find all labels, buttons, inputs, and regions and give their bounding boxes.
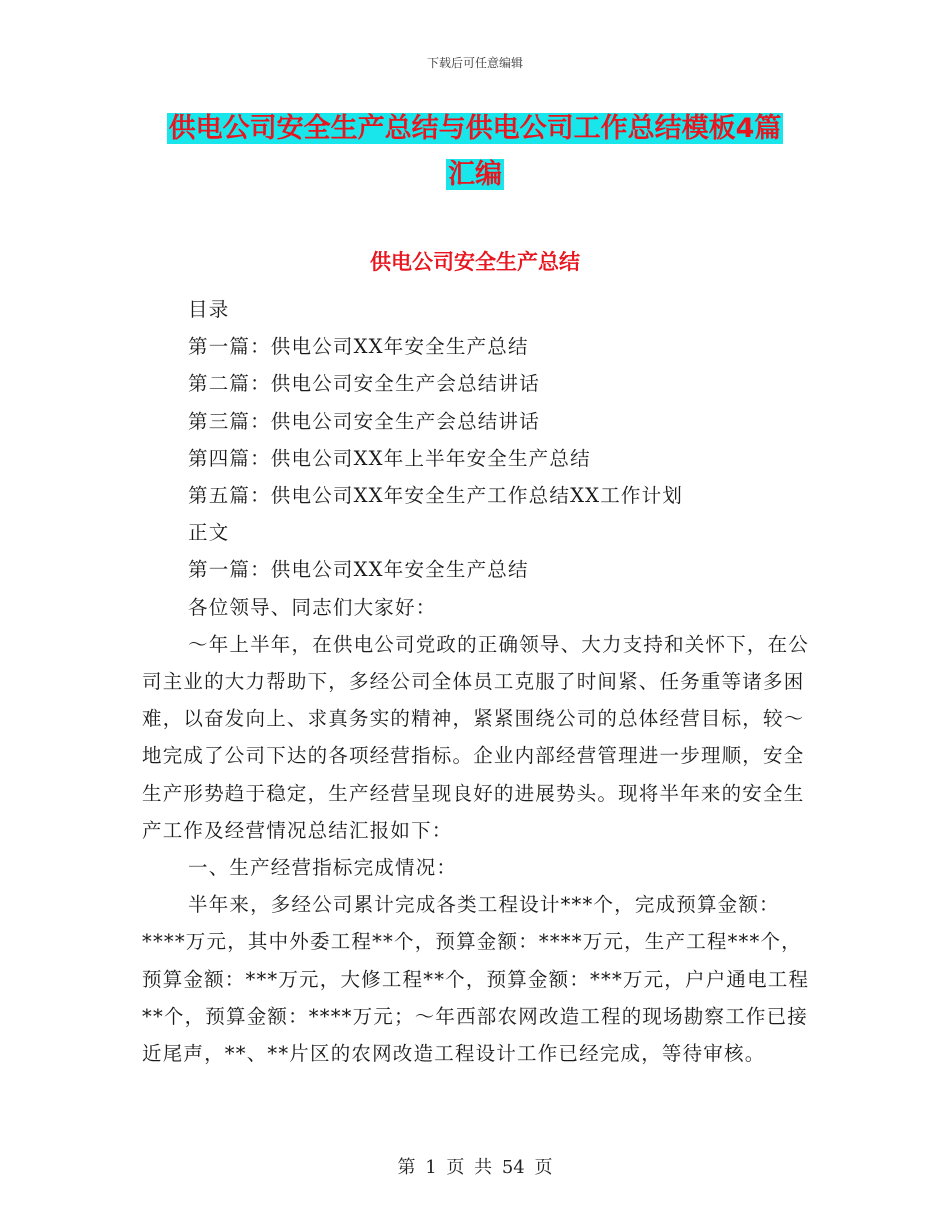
subheading: 一、生产经营指标完成情况： <box>188 856 458 880</box>
document-title-line-2: 汇编 <box>448 159 502 190</box>
toc-item: 第二篇：供电公司安全生产会总结讲话 <box>188 372 540 396</box>
greeting: 各位领导、同志们大家好： <box>188 595 437 619</box>
body-paragraph: ～年上半年，在供电公司党政的正确领导、大力支持和关怀下，在公司主业的大力帮助下，多经公司全体员工克服了时间紧、任务重等诸多困难，以奋发向上、求真务实的精神，紧紧围绕公司的总体经营目标，较～地完成了公司下达的各项经营指标。企业内部经营管理进一步理顺，安全生产形势趋于稳定，生产经营呈现良好的进展势头。现将半年来的安全生产工作及经营情况总结汇报如下： <box>142 632 810 842</box>
toc-item: 第一篇：供电公司XX年安全生产总结 <box>188 335 529 359</box>
toc-item: 第四篇：供电公司XX年上半年安全生产总结 <box>188 446 591 470</box>
document-title-line-1: 供电公司安全生产总结与供电公司工作总结模板4篇 <box>168 113 782 144</box>
document-title <box>0 106 950 198</box>
chapter-title: 第一篇：供电公司XX年安全生产总结 <box>188 558 529 582</box>
toc-heading: 目录 <box>188 298 230 321</box>
body-paragraph: 半年来，多经公司累计完成各类工程设计***个，完成预算金额：****万元，其中外委工程**个，预算金额：****万元，生产工程***个，预算金额：***万元，大修工程**个，预算金额：***万元，户户通电工程**个，预算金额：****万元；～年西部农网改造工程的现场勘察工作已接近尾声，**、**片区的农网改造工程设计工作已经完成，等待审核。 <box>142 893 810 1066</box>
header-note: 下载后可任意编辑 <box>426 56 523 70</box>
toc-item: 第五篇：供电公司XX年安全生产工作总结XX工作计划 <box>188 484 684 508</box>
page-footer: 第 1 页 共 54 页 <box>397 1157 553 1178</box>
body-heading: 正文 <box>188 521 230 545</box>
toc-item: 第三篇：供电公司安全生产会总结讲话 <box>188 409 540 433</box>
section-title: 供电公司安全生产总结 <box>370 250 580 274</box>
document-content <box>142 291 822 1072</box>
